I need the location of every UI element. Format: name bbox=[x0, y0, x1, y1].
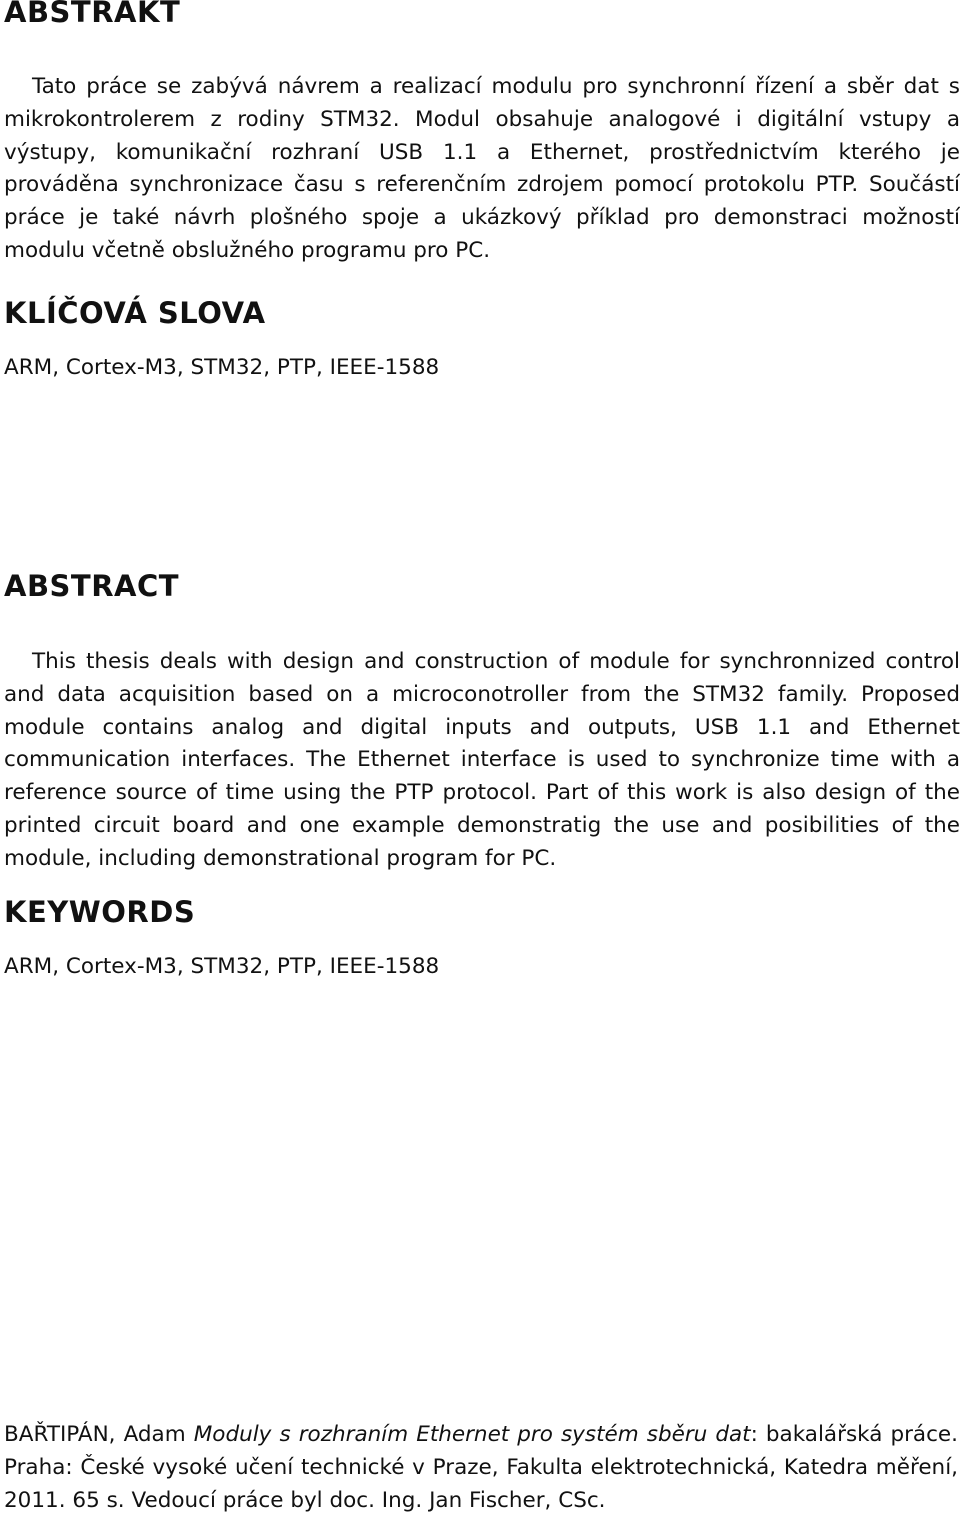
klicova-slova-text: ARM, Cortex-M3, STM32, PTP, IEEE-1588 bbox=[4, 355, 440, 380]
citation-author: BAŘTIPÁN, Adam bbox=[4, 1422, 186, 1447]
keywords-heading: KEYWORDS bbox=[4, 895, 196, 929]
klicova-slova-heading: KLÍČOVÁ SLOVA bbox=[4, 296, 266, 330]
citation-details: : bakalářská práce. Praha: České vysoké učení technické v Praze, Fakulta elektrotechnická, Katedra měření, 2011. 65 s. Vedoucí práce byl doc. Ing. Jan Fischer, CSc. bbox=[4, 1422, 958, 1513]
abstrakt-heading: ABSTRAKT bbox=[4, 0, 181, 29]
keywords-text: ARM, Cortex-M3, STM32, PTP, IEEE-1588 bbox=[4, 954, 440, 979]
bibliographic-citation bbox=[4, 1419, 958, 1517]
citation-title: Moduly s rozhraním Ethernet pro systém sběru dat bbox=[193, 1422, 751, 1447]
abstrakt-paragraph: Tato práce se zabývá návrem a realizací modulu pro synchronní řízení a sběr dat s mikrokontrolerem z rodiny STM32. Modul obsahuje analogové i digitální vstupy a výstupy, komunikační rozhraní USB 1.1 a Ethernet, prostřednictvím kterého je prováděna synchronizace času s referenčním zdrojem pomocí protokolu PTP. Součástí práce je také návrh plošného spoje a ukázkový příklad pro demonstraci možností modulu včetně obslužného programu pro PC. bbox=[4, 74, 960, 263]
abstract-heading: ABSTRACT bbox=[4, 569, 180, 603]
abstract-paragraph: This thesis deals with design and construction of module for synchronnized control and data acquisition based on a microconotroller from the STM32 family. Proposed module contains analog and digital inputs and outputs, USB 1.1 and Ethernet communication interfaces. The Ethernet interface is used to synchronize time with a reference source of time using the PTP protocol. Part of this work is also design of the printed circuit board and one example demonstratig the use and posibilities of the module, including demonstrational program for PC. bbox=[4, 649, 960, 871]
